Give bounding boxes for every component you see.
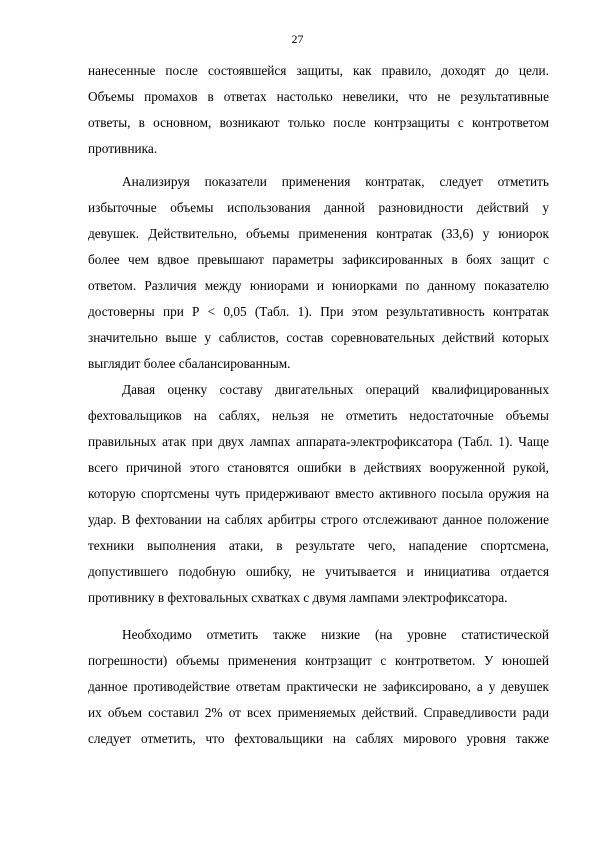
paragraph-4 xyxy=(88,622,549,752)
text-line: девушек. Действительно, объемы применения контратак (33,6) у юниорок xyxy=(88,226,549,241)
text-line: противнику в фехтовальных схватках с двумя лампами электрофиксатора. xyxy=(88,590,508,605)
text-line: более чем вдвое превышают параметры зафиксированных в боях защит с xyxy=(88,252,549,267)
text-line: которую спортсмены чуть придерживают вместо активного посыла оружия на xyxy=(88,486,549,501)
text-line: правильных атак при двух лампах аппарата-электрофиксатора (Табл. 1). Чаще xyxy=(88,434,549,449)
text-line: фехтовальщиков на саблях, нельзя не отметить недостаточные объемы xyxy=(88,408,549,423)
text-line: ответы, в основном, возникают только после контрзащиты с контрответом xyxy=(88,115,549,130)
text-line: Необходимо отметить также низкие (на уровне статистической xyxy=(122,627,549,642)
paragraph-3 xyxy=(88,377,549,611)
text-line: избыточные объемы использования данной разновидности действий у xyxy=(88,200,549,215)
text-line: их объем составил 2% от всех применяемых действий. Справедливости ради xyxy=(88,705,549,720)
text-line: значительно выше у саблистов, состав соревновательных действий которых xyxy=(88,330,549,345)
text-line: выглядит более сбалансированным. xyxy=(88,356,291,371)
text-line: противника. xyxy=(88,141,158,156)
text-line: погрешности) объемы применения контрзащит с контрответом. У юношей xyxy=(88,653,549,668)
text-line: техники выполнения атаки, в результате чего, нападение спортсмена, xyxy=(88,538,549,553)
text-line: допустившего подобную ошибку, не учитывается и инициатива отдается xyxy=(88,564,549,579)
paragraph-1 xyxy=(88,58,549,162)
text-line: Анализируя показатели применения контратак, следует отметить xyxy=(122,174,549,189)
text-line: нанесенные после состоявшейся защиты, как правило, доходят до цели. xyxy=(88,63,549,78)
paragraph-2 xyxy=(88,169,549,377)
text-line: всего причиной этого становятся ошибки в действиях вооруженной рукой, xyxy=(88,460,549,475)
text-line: Объемы промахов в ответах настолько невелики, что не результативные xyxy=(88,89,549,104)
text-line: ответом. Различия между юниорами и юниорками по данному показателю xyxy=(88,278,549,293)
text-line: Давая оценку составу двигательных операций квалифицированных xyxy=(122,382,549,397)
text-line: достоверны при Р < 0,05 (Табл. 1). При этом результативность контратак xyxy=(88,304,549,319)
text-line: данное противодействие ответам практически не зафиксировано, а у девушек xyxy=(88,679,549,694)
page-number: 27 xyxy=(291,32,304,46)
text-line: следует отметить, что фехтовальщики на саблях мирового уровня также xyxy=(88,731,549,746)
text-line: удар. В фехтовании на саблях арбитры строго отслеживают данное положение xyxy=(88,512,549,527)
